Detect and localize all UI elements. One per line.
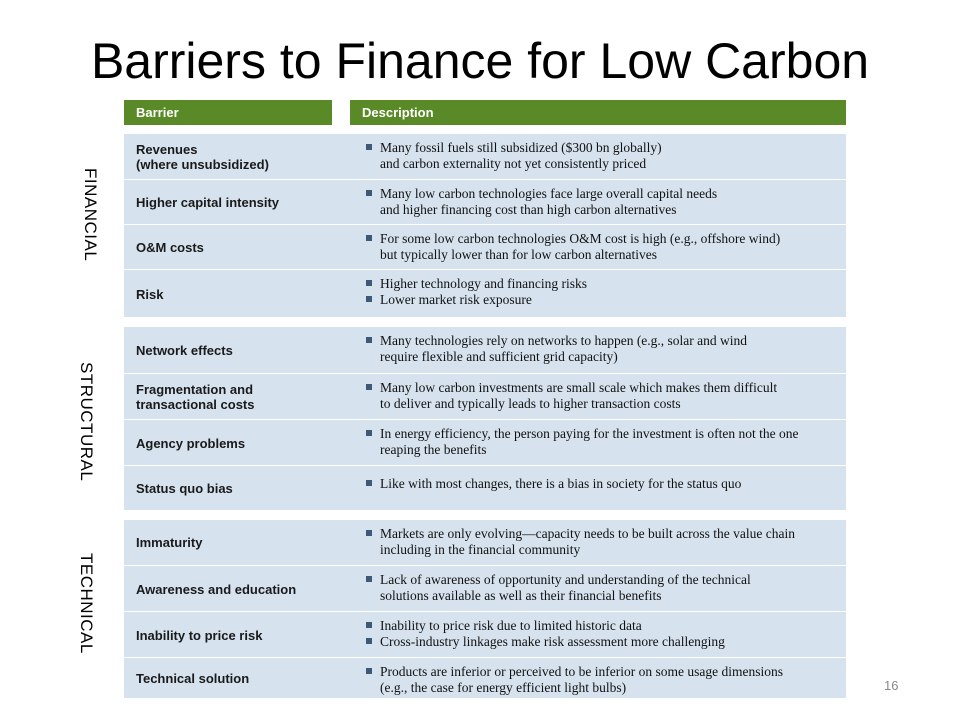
- description-bullet: Products are inferior or perceived to be inferior on some usage dimensions (e.g., the case for energy efficient light bulbs): [364, 664, 838, 695]
- description-cell: [350, 270, 846, 318]
- barrier-name: Network effects: [136, 342, 233, 358]
- barrier-name: Inability to price risk: [136, 627, 263, 643]
- description-bullet: Many low carbon investments are small scale which makes them difficult to deliver and typically leads to higher transaction costs: [364, 380, 838, 411]
- description-cell: [350, 374, 846, 420]
- barrier-name: Risk: [136, 286, 164, 302]
- barrier-name: Immaturity: [136, 535, 203, 550]
- description-cell: [350, 180, 846, 225]
- description-cell: [350, 225, 846, 270]
- description-bullet: Like with most changes, there is a bias in society for the status quo: [364, 476, 838, 492]
- description-bullet: Many fossil fuels still subsidized ($300 bn globally) and carbon externality not yet consistently priced: [364, 140, 838, 171]
- group-structural: [124, 327, 846, 510]
- barrier-cell: [124, 566, 350, 612]
- barrier-name: Technical solution: [136, 671, 250, 686]
- barrier-cell: [124, 520, 350, 565]
- description-bullet: Inability to price risk due to limited historic data: [364, 618, 838, 634]
- barrier-cell: [124, 270, 350, 318]
- description-bullet: In energy efficiency, the person paying for the investment is often not the one reaping the benefits: [364, 426, 838, 457]
- barrier-cell: [124, 420, 350, 466]
- description-cell: [350, 612, 846, 658]
- description-cell: [350, 134, 846, 179]
- description-bullet: Markets are only evolving—capacity needs to be built across the value chain including in the financial community: [364, 526, 838, 557]
- description-cell: [350, 520, 846, 565]
- barrier-cell: [124, 225, 350, 270]
- barrier-name: Agency problems: [136, 435, 246, 451]
- description-bullet: Lack of awareness of opportunity and understanding of the technical solutions available as well as their financial benefits: [364, 572, 838, 603]
- table-row: [124, 657, 846, 699]
- group-label-structural: STRUCTURAL: [77, 362, 96, 482]
- group-label-technical: TECHNICAL: [77, 553, 96, 654]
- description-cell: [350, 327, 846, 373]
- table-row: [124, 611, 846, 658]
- table-row: [124, 327, 846, 373]
- barrier-cell: [124, 180, 350, 225]
- barrier-column-header: Barrier: [124, 100, 332, 125]
- barrier-name: Fragmentation and transactional costs: [136, 382, 255, 412]
- page-number: 16: [884, 678, 899, 693]
- group-label-financial: FINANCIAL: [81, 168, 100, 262]
- group-technical: [124, 520, 846, 698]
- barrier-name: Awareness and education: [136, 581, 297, 597]
- barrier-name: O&M costs: [136, 240, 204, 255]
- barrier-cell: [124, 327, 350, 373]
- barrier-name: Revenues (where unsubsidized): [136, 141, 269, 172]
- description-bullet: Higher technology and financing risks: [364, 276, 838, 292]
- table-row: [124, 419, 846, 466]
- table-row: [124, 179, 846, 225]
- table-row: [124, 269, 846, 318]
- barrier-name: Higher capital intensity: [136, 195, 280, 210]
- description-column-header: Description: [350, 100, 846, 125]
- description-bullet: Lower market risk exposure: [364, 292, 838, 308]
- barrier-cell: [124, 466, 350, 511]
- table-row: [124, 465, 846, 511]
- group-financial: [124, 134, 846, 317]
- description-bullet: Many low carbon technologies face large overall capital needs and higher financing cost than high carbon alternatives: [364, 186, 838, 217]
- table-row: [124, 520, 846, 565]
- description-cell: [350, 658, 846, 699]
- table-row: [124, 224, 846, 270]
- table-row: [124, 373, 846, 420]
- description-bullet: Cross-industry linkages make risk assessment more challenging: [364, 634, 838, 650]
- description-bullet: For some low carbon technologies O&M cost is high (e.g., offshore wind) but typically lower than for low carbon alternatives: [364, 231, 838, 262]
- slide-title: Barriers to Finance for Low Carbon: [90, 33, 870, 89]
- barrier-cell: [124, 134, 350, 179]
- barrier-cell: [124, 612, 350, 658]
- description-cell: [350, 566, 846, 612]
- table-row: [124, 134, 846, 179]
- description-cell: [350, 466, 846, 511]
- barrier-cell: [124, 374, 350, 420]
- description-bullet: Many technologies rely on networks to happen (e.g., solar and wind require flexible and sufficient grid capacity): [364, 333, 838, 364]
- barrier-cell: [124, 658, 350, 699]
- description-cell: [350, 420, 846, 466]
- barrier-name: Status quo bias: [136, 481, 233, 496]
- table-row: [124, 565, 846, 612]
